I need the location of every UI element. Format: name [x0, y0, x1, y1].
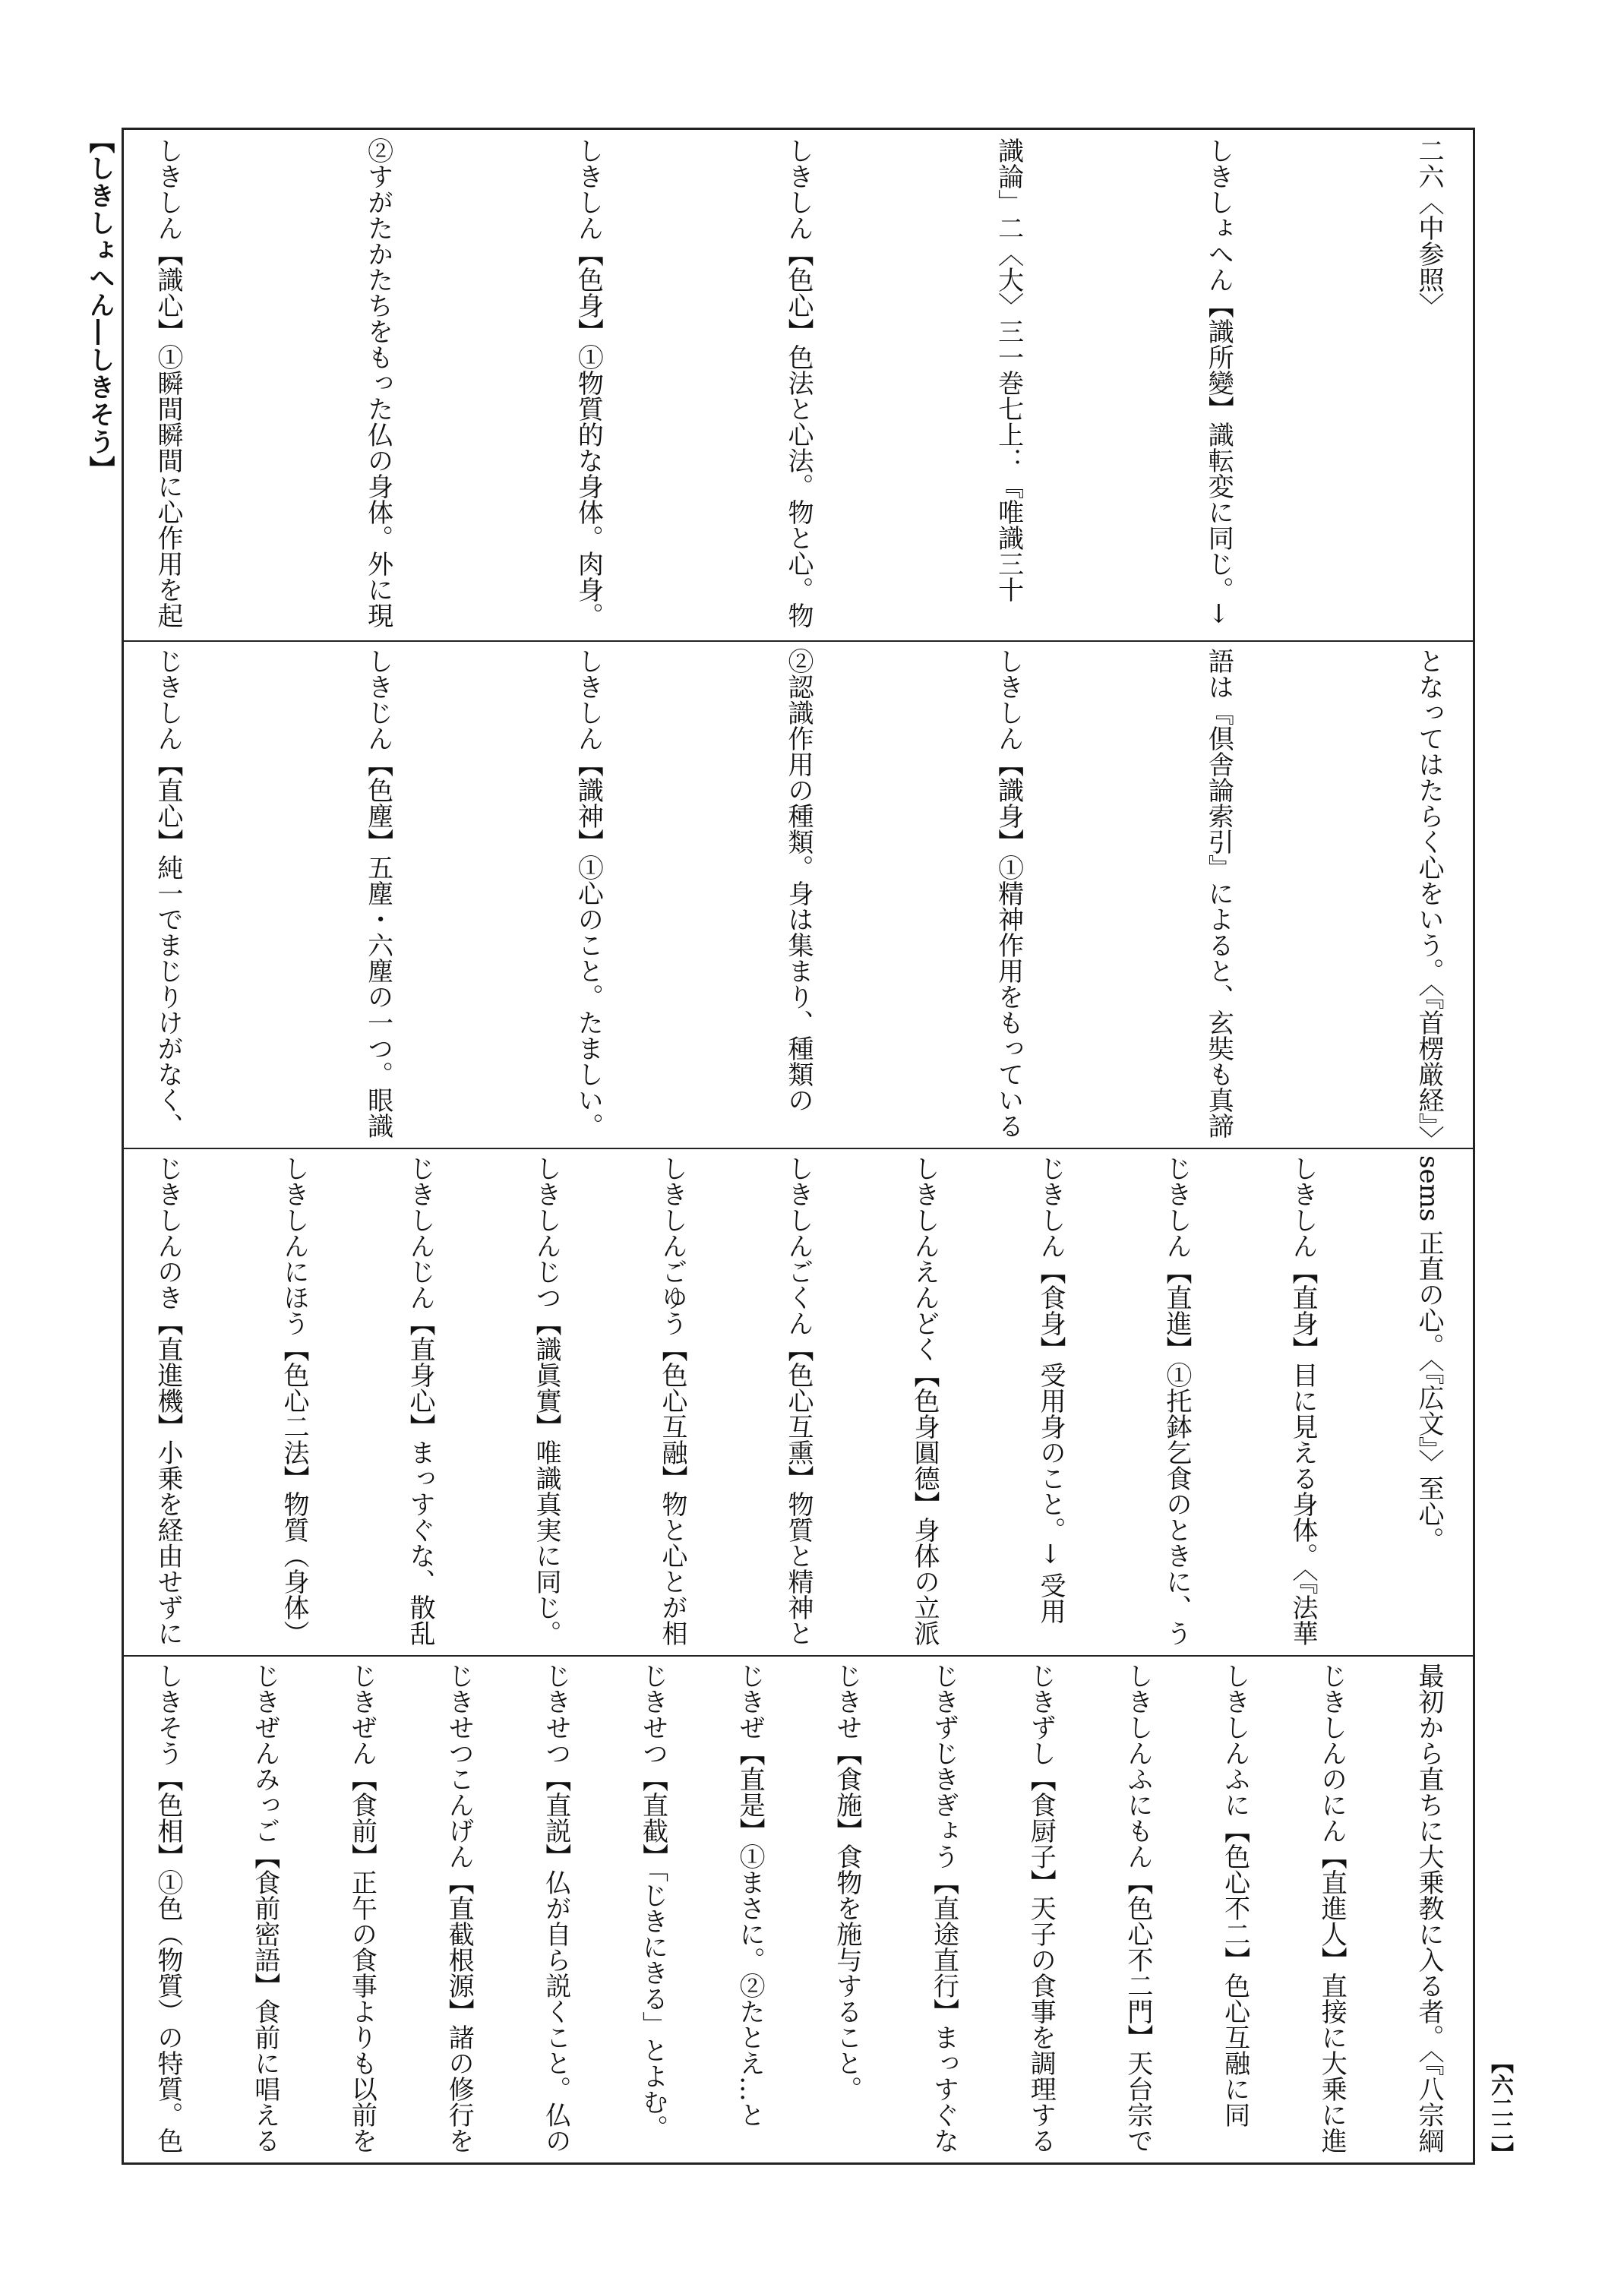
page-number: 【六二二】 — [1487, 2051, 1513, 2165]
text-column: じきぜ【直是】①まさに。②たとえ…と — [735, 1663, 766, 2128]
text-column: しきしんえんどく【色身圓德】身体の立派 — [909, 1155, 940, 1646]
text-column: しきしん【色身】①物質的な身体。肉身。 — [573, 137, 604, 628]
text-column: じきしん【直心】純一でまじりけがなく、 — [153, 648, 183, 1139]
text-column: じきしん【直進】①托鉢乞食のときに、う — [1161, 1155, 1192, 1646]
text-column: じきせつ【直説】仏が自ら説くこと。仏の — [540, 1663, 571, 2153]
band-divider — [124, 1148, 1473, 1149]
text-column: じきしんのにん【直進人】直接に大乗に進 — [1316, 1663, 1348, 2153]
text-column: ②認識作用の種類。身は集まり、種類の — [782, 648, 814, 1113]
text-column: しきしん【識神】①心のこと。たましい。 — [573, 648, 604, 1139]
text-column: しきしん【識心】①瞬間瞬間に心作用を起 — [153, 137, 183, 628]
text-band-3 — [124, 1155, 1473, 1647]
text-column: じきぜん【食前】正午の食事よりも以前を — [346, 1663, 378, 2153]
text-column: 二六〈中参照〉 — [1413, 137, 1444, 318]
text-column: しきしんふに【色心不二】色心互融に同 — [1219, 1663, 1250, 2128]
text-column: 識論」二〈大〉三一巻七上：『唯識三十 — [993, 137, 1024, 602]
text-column: となってはたらく心をいう。〈『首楞厳経』〉 — [1413, 648, 1444, 1139]
text-column: じきぜんみっご【食前密語】食前に唱える — [249, 1663, 280, 2153]
text-band-2 — [124, 648, 1473, 1140]
text-column: ②すがたかたちをもった仏の身体。外に現 — [362, 137, 393, 628]
band-divider — [124, 640, 1473, 642]
text-column: しきしん【直身】目に見える身体。〈『法華 — [1288, 1155, 1318, 1646]
text-column: じきせ【食施】食物を施与すること。 — [831, 1663, 862, 2102]
text-column: じきずじきぎょう【直途直行】まっすぐな — [928, 1663, 959, 2153]
text-column: しきじん【色塵】五塵・六塵の一つ。眼識 — [362, 648, 393, 1139]
text-band-4 — [124, 1663, 1473, 2158]
text-column: しきしん【識身】①精神作用をもっている — [993, 648, 1024, 1139]
text-column: じきずし【食厨子】天子の食事を調理する — [1025, 1663, 1057, 2153]
text-column: じきせつ【直截】「じきにきる」とよむ。 — [637, 1663, 668, 2140]
text-column: 語は『倶舎論索引』によると、玄奘も真諦 — [1203, 648, 1234, 1139]
text-column: じきしん【食身】受用身のこと。→ 受用 — [1035, 1155, 1066, 1625]
text-column: 最初から直ちに大乗教に入る者。〈『八宗綱 — [1413, 1663, 1444, 2153]
band-divider — [124, 1655, 1473, 1657]
text-column: しきしんごくん【色心互熏】物質と精神と — [783, 1155, 814, 1646]
text-column: じきしんじん【直身心】まっすぐな、散乱 — [405, 1155, 435, 1646]
text-column: しきしんにほう【色心二法】物質（身体） — [279, 1155, 309, 1646]
text-column: しきしん【色心】色法と心法。物と心。物 — [782, 137, 814, 628]
text-column: しきそう【色相】①色（物質）の特質。色 — [153, 1663, 183, 2153]
running-header: 【しきしょへん―しきそう】 — [84, 128, 115, 483]
text-column: しきしんじつ【識眞實】唯識真実に同じ。 — [531, 1155, 561, 1646]
text-column: sems 正直の心。〈『広文』〉至心。 — [1414, 1155, 1444, 1553]
text-column: しきしんふにもん【色心不二門】天台宗で — [1122, 1663, 1153, 2153]
page-frame — [122, 128, 1475, 2165]
text-column: しきしょへん【識所變】識転変に同じ。→ — [1203, 137, 1234, 624]
text-column: じきしんのき【直進機】小乗を経由せずに — [153, 1155, 183, 1646]
text-band-1 — [124, 137, 1473, 631]
text-column: じきせつこんげん【直截根源】諸の修行を — [444, 1663, 475, 2153]
text-column: しきしんごゆう【色心互融】物と心とが相 — [657, 1155, 687, 1646]
